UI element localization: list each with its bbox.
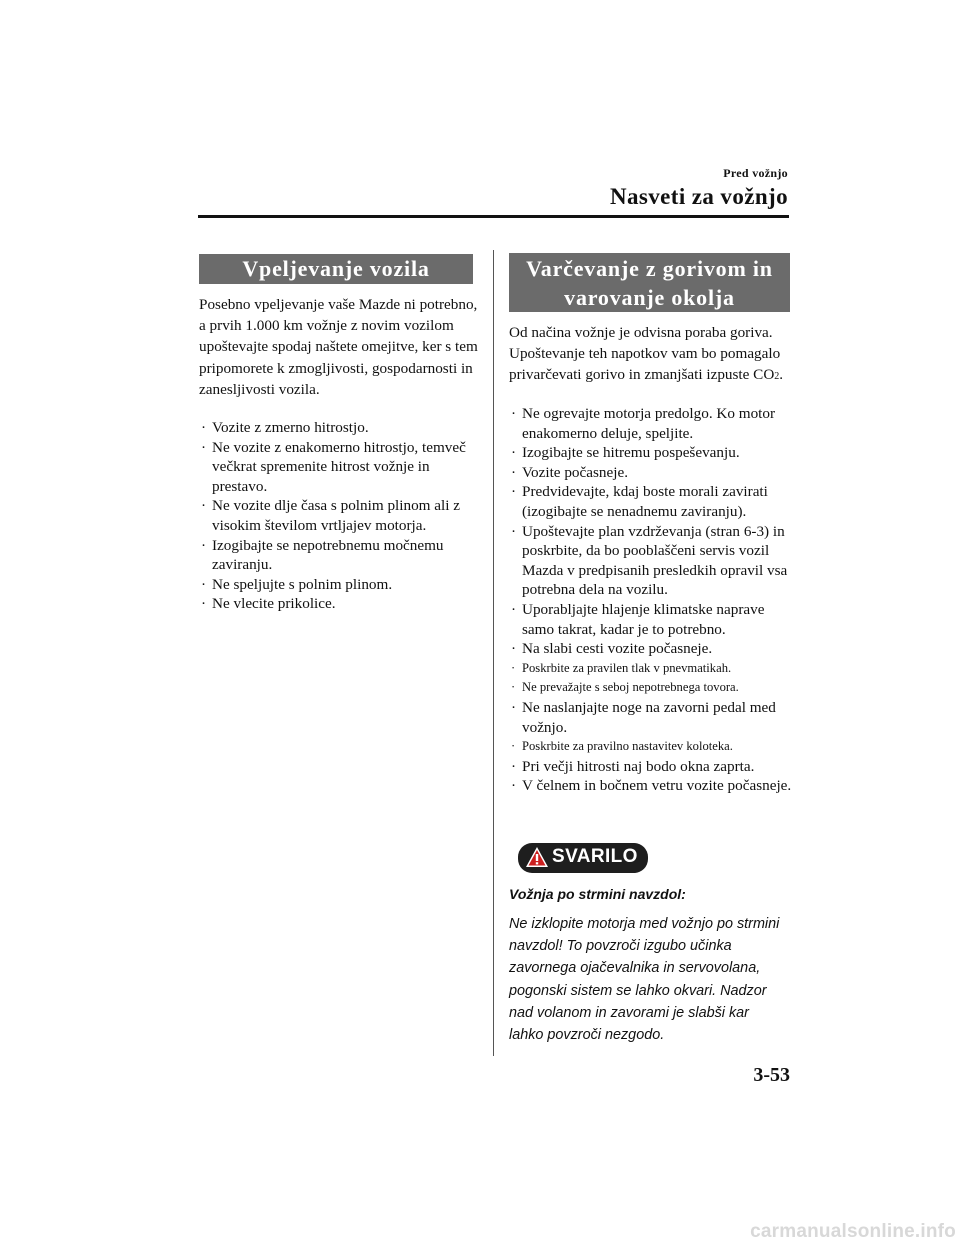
warning-line: Ne izklopite motorja med vožnjo po strmini	[509, 916, 780, 932]
bullet-icon: ·	[511, 463, 517, 481]
bullet-icon: ·	[511, 483, 517, 501]
bullet-icon: ·	[201, 536, 207, 554]
warning-line: pogonski sistem se lahko okvari. Nadzor	[509, 982, 767, 999]
list-item: · Ne vlecite prikolice.	[201, 595, 336, 613]
list-item: · Vozite počasneje.	[511, 463, 628, 481]
co2-subscript: 2	[774, 371, 780, 383]
warning-badge	[518, 843, 648, 873]
section-header: Pred vožnjo	[723, 166, 788, 180]
warning-label: SVARILO	[552, 846, 638, 867]
bullet-icon: ·	[201, 497, 207, 515]
bullet-icon: ·	[511, 640, 517, 658]
list-item: · Ne speljujte s polnim plinom.	[201, 575, 393, 593]
bullet-icon: ·	[511, 680, 516, 695]
list-item: · Izogibajte se hitremu pospeševanju.	[511, 444, 740, 462]
heading-line-1: Varčevanje z gorivom in	[526, 256, 773, 281]
bullet-icon: ·	[511, 600, 517, 618]
list-item: · Upoštevajte plan vzdrževanja (stran 6-3) in poskrbite, da bo pooblaščeni servis vozil Mazda v predpisanih presledkih opravil vsa potrebna dela na vozilu.	[511, 522, 788, 599]
bullet-icon: ·	[511, 777, 517, 795]
bullet-icon: ·	[511, 405, 517, 422]
heading-fuel-economy	[509, 253, 790, 312]
list-item: · Izogibajte se nepotrebnemu močnemu zaviranju.	[201, 536, 444, 574]
page-title: Nasveti za vožnjo	[610, 184, 788, 209]
list-item: · Ne vozite dlje časa s polnim plinom ali z visokim številom vrtljajev motorja.	[201, 497, 460, 534]
bullet-icon: ·	[511, 698, 517, 716]
fuel-economy-intro: Od načina vožnje je odvisna poraba goriva. Upoštevanje teh napotkov vam bo pomagalo privarčevati gorivo in zmanjšati izpuste CO2.	[509, 324, 784, 384]
list-item: · Ne ogrevajte motorja predolgo. Ko motor enakomerno deluje, speljite.	[511, 405, 776, 442]
bullet-icon: ·	[201, 575, 207, 593]
list-item: · Ne vozite z enakomerno hitrostjo, temveč večkrat spremenite hitrost vožnje in prestavo.	[201, 438, 466, 495]
warning-title: Vožnja po strmini navzdol:	[509, 886, 686, 902]
watermark: carmanualsonline.info	[750, 1221, 956, 1242]
heading-break-in: Vpeljevanje vozila	[199, 254, 473, 284]
bullet-icon: ·	[201, 419, 207, 436]
list-item: · Na slabi cesti vozite počasneje.	[511, 640, 713, 658]
break-in-intro: Posebno vpeljevanje vaše Mazde ni potrebno, a prvih 1.000 km vožnje z novim vozilom upoštevajte spodaj naštete omejitve, ker s tem pripomorete k zmogljivosti, gospodarnosti in zanesljivosti vozila.	[199, 296, 478, 398]
bullet-icon: ·	[511, 660, 516, 675]
bullet-icon: ·	[511, 522, 517, 540]
warning-body	[509, 913, 795, 1046]
column-divider	[493, 250, 494, 1056]
list-item: · Ne prevažajte s seboj nepotrebnega tovora.	[509, 678, 796, 698]
warning-line: navzdol! To povzroči izgubo učinka	[509, 938, 732, 955]
list-item: · Poskrbite za pravilno nastavitev koloteka.	[509, 737, 796, 757]
warning-icon	[525, 846, 549, 868]
list-item: · Pri večji hitrosti naj bodo okna zaprta.	[511, 757, 755, 775]
list-item: · Poskrbite za pravilen tlak v pnevmatikah.	[509, 659, 796, 679]
bullet-icon: ·	[511, 444, 517, 462]
warning-line: nad volanom in zavorami je slabši kar	[509, 1004, 749, 1021]
warning-line: lahko povzroči nezgodo.	[509, 1027, 665, 1044]
warning-line: zavornega ojačevalnika in servovolana,	[509, 960, 761, 977]
list-item: · Vozite z zmerno hitrostjo.	[201, 419, 369, 436]
fuel-economy-list	[509, 404, 796, 796]
list-item: · Ne naslanjajte noge na zavorni pedal med vožnjo.	[511, 698, 776, 736]
page-number: 3-53	[753, 1064, 790, 1086]
break-in-list	[199, 418, 484, 614]
heading-line-2: varovanje okolja	[564, 285, 735, 310]
list-item: · V čelnem in bočnem vetru vozite počasneje.	[511, 777, 792, 795]
list-item: · Predvidevajte, kdaj boste morali zavirati (izogibajte se nenadnemu zaviranju).	[511, 483, 768, 520]
bullet-icon: ·	[511, 757, 517, 775]
header-rule	[198, 215, 789, 218]
bullet-icon: ·	[201, 595, 207, 613]
bullet-icon: ·	[201, 438, 207, 456]
bullet-icon: ·	[511, 739, 516, 754]
list-item: · Uporabljajte hlajenje klimatske naprave samo takrat, kadar je to potrebno.	[511, 600, 765, 638]
